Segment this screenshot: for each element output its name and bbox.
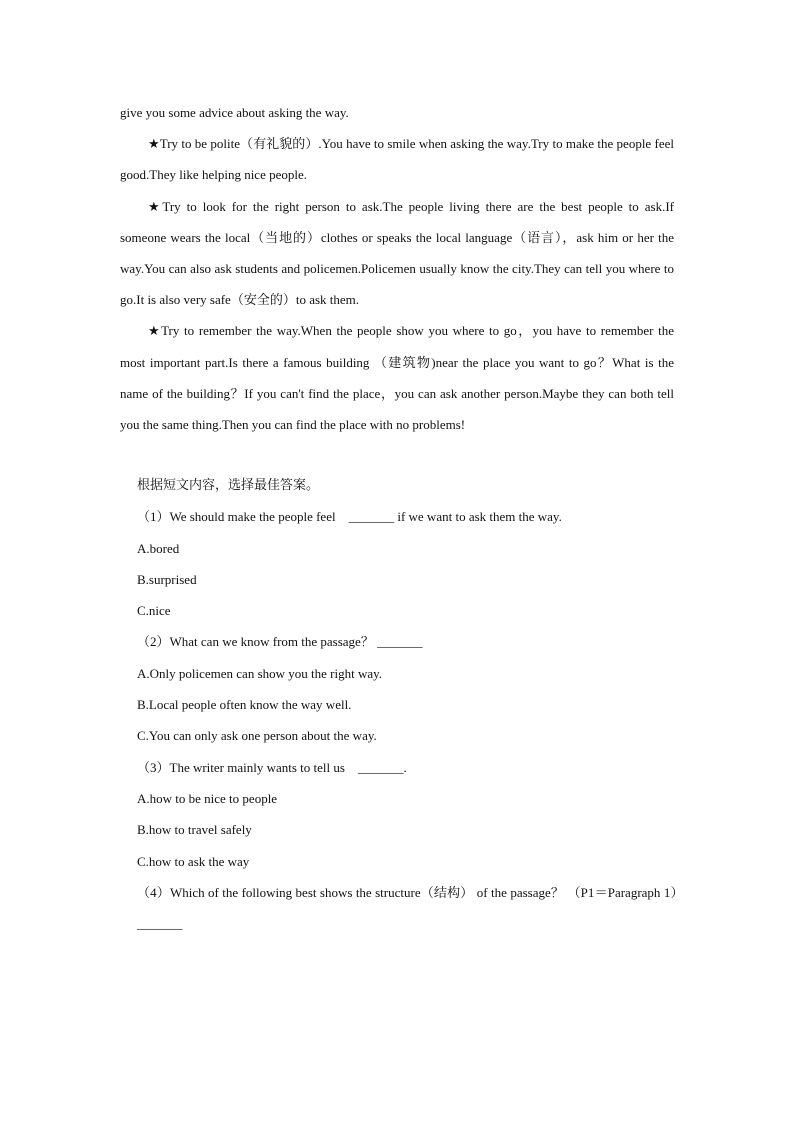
question-4-stem: （4）Which of the following best shows the structure（结构） of the passage？ （P1＝Paragraph 1）_______ [137, 884, 677, 932]
question-1-stem: （1）We should make the people feel _______ if we want to ask them the way. [137, 509, 562, 525]
question-3-option-c: C.how to ask the way [137, 853, 250, 869]
question-3-stem: （3）The writer mainly wants to tell us _______. [137, 759, 407, 775]
question-2-option-b: B.Local people often know the way well. [137, 697, 352, 713]
question-1-option-a: A.bored [137, 540, 180, 556]
question-3-option-b: B.how to travel safely [137, 822, 252, 838]
question-3-option-a: A.how to be nice to people [137, 790, 278, 806]
passage-paragraph-2: ★Try to look for the right person to ask.The people living there are the best people to ask.If someone wears the local（当地的）clothes or speaks the local language（语言），ask him or her the way.You can also ask students and policemen.Policemen usually know the city.They can tell you where to go.It is also very safe（安全的）to ask them. [120, 198, 674, 308]
question-2-option-c: C.You can only ask one person about the way. [137, 728, 377, 744]
passage-paragraph-1: ★Try to be polite（有礼貌的）.You have to smile when asking the way.Try to make the people feel good.They like helping nice people. [120, 136, 674, 183]
question-instruction: 根据短文内容，选择最佳答案。 [137, 478, 320, 493]
question-section [137, 470, 677, 939]
passage-paragraph-0: give you some advice about asking the way. [120, 105, 349, 120]
question-2-stem: （2）What can we know from the passage？ _______ [137, 634, 423, 650]
question-1-option-b: B.surprised [137, 571, 197, 587]
question-2-option-a: A.Only policemen can show you the right way. [137, 665, 383, 681]
reading-passage [120, 97, 674, 440]
question-1-option-c: C.nice [137, 603, 171, 619]
passage-paragraph-3: ★Try to remember the way.When the people show you where to go，you have to remember the most important part.Is there a famous building （建筑物)near the place you want to go？What is the name of the building？If you can't find the place，you can ask another person.Maybe they can both tell you the same thing.Then you can find the place with no problems! [120, 323, 674, 433]
